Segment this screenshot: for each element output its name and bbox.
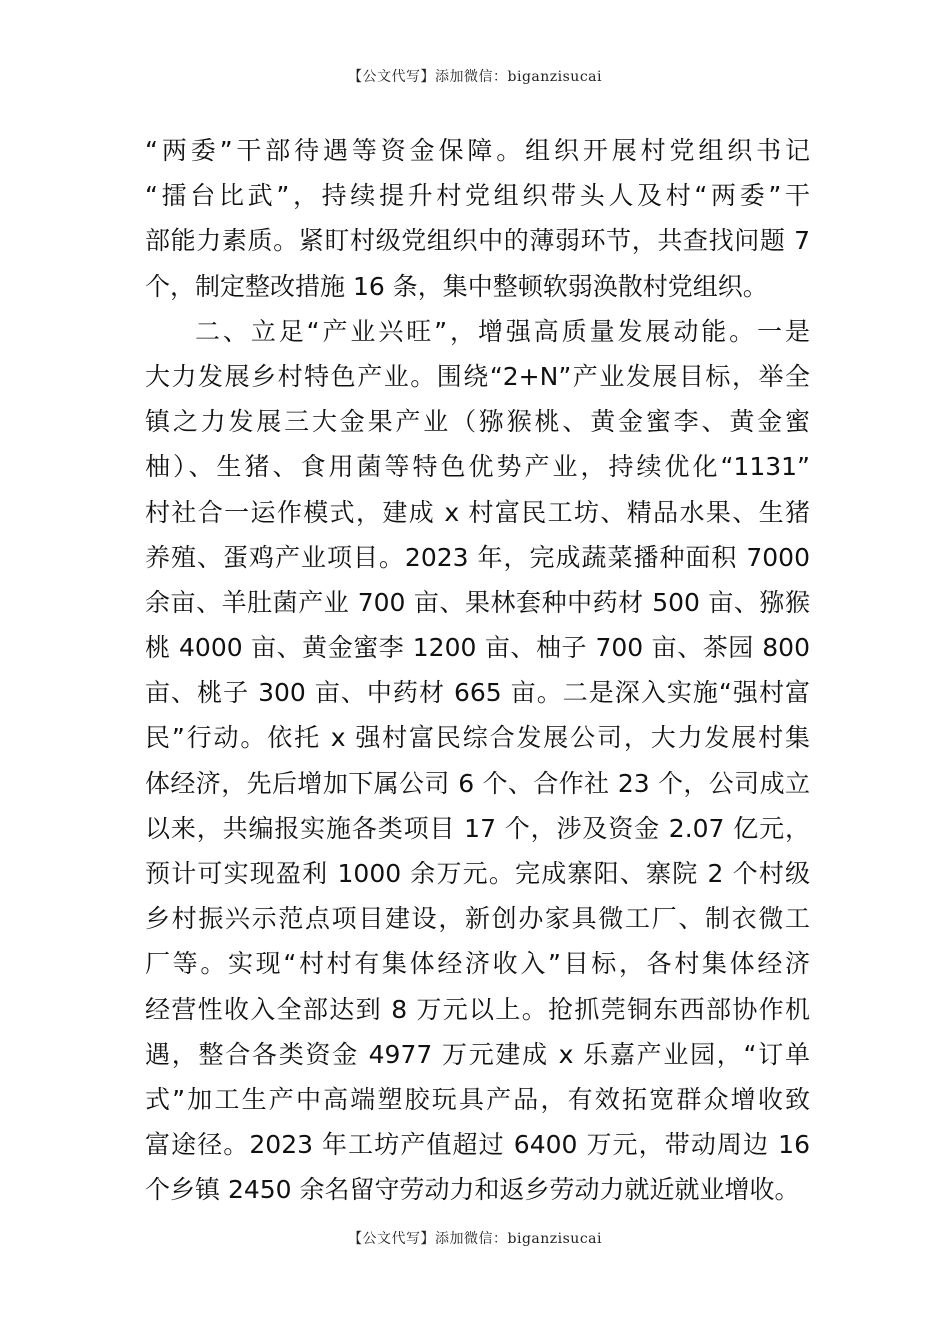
paragraph-2 bbox=[145, 309, 810, 1213]
text-line: 乡村振兴示范点项目建设，新创办家具微工厂、制衣微工 bbox=[145, 904, 810, 934]
text-line: 亩、桃子 300 亩、中药材 665 亩。二是深入实施“强村富 bbox=[145, 678, 810, 708]
text-line: 村社合一运作模式，建成 x 村富民工坊、精品水果、生猪 bbox=[145, 497, 810, 527]
text-line: 养殖、蛋鸡产业项目。2023 年，完成蔬菜播种面积 7000 bbox=[145, 542, 810, 572]
text-line: 经营性收入全部达到 8 万元以上。抢抓莞铜东西部协作机 bbox=[145, 994, 810, 1024]
text-line: 个，制定整改措施 16 条，集中整顿软弱涣散村党组织。 bbox=[145, 271, 768, 301]
page-header: 【公文代写】添加微信：biganzisucai bbox=[348, 69, 602, 85]
text-line: 大力发展乡村特色产业。围绕“2+N”产业发展目标，举全 bbox=[145, 361, 810, 391]
document-body bbox=[145, 128, 810, 1213]
text-line: 桃 4000 亩、黄金蜜李 1200 亩、柚子 700 亩、茶园 800 bbox=[145, 633, 810, 663]
text-line: 厂等。实现“村村有集体经济收入”目标，各村集体经济 bbox=[145, 949, 810, 979]
text-line: 以来，共编报实施各类项目 17 个，涉及资金 2.07 亿元， bbox=[145, 813, 810, 843]
text-line: 富途径。2023 年工坊产值超过 6400 万元，带动周边 16 bbox=[145, 1130, 810, 1160]
text-line: 部能力素质。紧盯村级党组织中的薄弱环节，共查找问题 7 bbox=[145, 226, 810, 256]
text-line: 余亩、羊肚菌产业 700 亩、果林套种中药材 500 亩、猕猴 bbox=[145, 587, 810, 617]
text-line: 预计可实现盈利 1000 余万元。完成寨阳、寨院 2 个村级 bbox=[145, 859, 810, 888]
text-line: 遇，整合各类资金 4977 万元建成 x 乐嘉产业园，“订单 bbox=[145, 1039, 810, 1069]
text-line: “擂台比武”，持续提升村党组织带头人及村“两委”干 bbox=[145, 181, 810, 211]
text-line: 二、立足“产业兴旺”，增强高质量发展动能。一是 bbox=[195, 316, 810, 346]
text-line: 个乡镇 2450 余名留守劳动力和返乡劳动力就近就业增收。 bbox=[145, 1175, 800, 1205]
text-line: 柚）、生猪、食用菌等特色优势产业，持续优化“1131” bbox=[145, 452, 810, 482]
page-footer: 【公文代写】添加微信：biganzisucai bbox=[348, 1231, 602, 1247]
text-line: 式”加工生产中高端塑胶玩具产品，有效拓宽群众增收致 bbox=[145, 1084, 810, 1114]
paragraph-1 bbox=[145, 128, 810, 309]
text-line: 体经济，先后增加下属公司 6 个、合作社 23 个，公司成立 bbox=[145, 768, 810, 798]
text-line: 民”行动。依托 x 强村富民综合发展公司，大力发展村集 bbox=[145, 723, 810, 753]
text-line: “两委”干部待遇等资金保障。组织开展村党组织书记 bbox=[145, 136, 810, 165]
text-line: 镇之力发展三大金果产业（猕猴桃、黄金蜜李、黄金蜜 bbox=[145, 407, 810, 437]
